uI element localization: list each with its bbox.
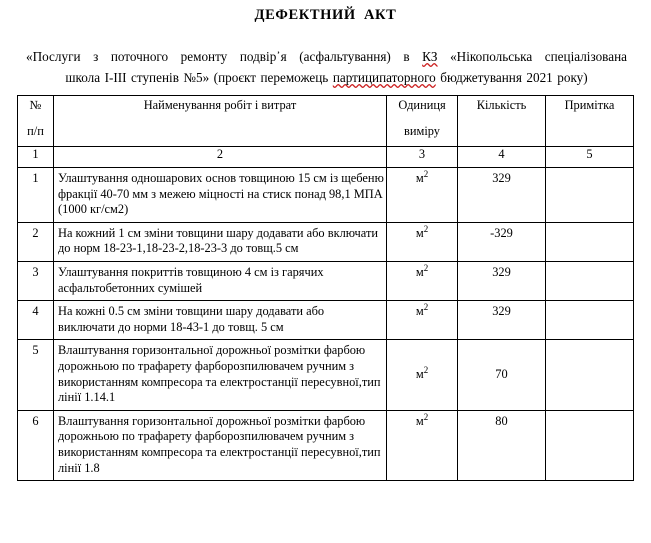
column-number-4: 4 bbox=[458, 147, 546, 168]
subtitle-line-2-head: школа I-III ступенів №5» (проєкт переможець bbox=[65, 70, 333, 85]
row-number: 6 bbox=[18, 410, 54, 480]
row-quantity: 329 bbox=[458, 261, 546, 300]
row-quantity: -329 bbox=[458, 222, 546, 261]
table-row bbox=[18, 301, 634, 340]
row-unit-base: м bbox=[415, 367, 424, 382]
row-unit-exponent: 2 bbox=[423, 223, 429, 234]
header-cell-number bbox=[18, 96, 54, 147]
row-description: Влаштування горизонтальної дорожньої розмітки фарбою дорожньою по трафарету фарборозпилювачем ручним з використанням компресора та електростанції пересувної,тип лінії 1.14.1 bbox=[54, 340, 387, 410]
row-unit-exponent: 2 bbox=[423, 262, 429, 273]
header-number-line1: № bbox=[29, 98, 42, 112]
column-number-5: 5 bbox=[546, 147, 634, 168]
defect-act-table-wrapper bbox=[17, 95, 633, 481]
subtitle-line-1 bbox=[26, 47, 627, 67]
row-note bbox=[546, 301, 634, 340]
page-title: ДЕФЕКТНИЙ АКТ bbox=[254, 7, 397, 23]
row-unit-base: м bbox=[415, 304, 424, 319]
row-description: Улаштування покриттів товщиною 4 см із гарячих асфальтобетонних сумішей bbox=[54, 261, 387, 300]
subtitle-line-2 bbox=[26, 68, 627, 88]
column-number-3: 3 bbox=[387, 147, 458, 168]
row-quantity: 329 bbox=[458, 168, 546, 223]
defect-act-table bbox=[17, 95, 634, 481]
row-unit-base: м bbox=[415, 413, 424, 428]
row-note bbox=[546, 410, 634, 480]
row-unit bbox=[387, 261, 458, 300]
table-row bbox=[18, 168, 634, 223]
header-cell-name: Найменування робіт і витрат bbox=[54, 96, 387, 147]
row-description: На кожні 0.5 см зміни товщини шару додавати або виключати до норми 18-43-1 до товщ. 5 см bbox=[54, 301, 387, 340]
row-description: Влаштування горизонтальної дорожньої розмітки фарбою дорожньою по трафарету фарборозпилювачем ручним з використанням компресора та електростанції пересувної,тип лінії 1.8 bbox=[54, 410, 387, 480]
row-description: Улаштування одношарових основ товщиною 15 см із щебеню фракції 40-70 мм з межею міцності на стиск понад 98,1 МПА (1000 кг/см2) bbox=[54, 168, 387, 223]
column-number-1: 1 bbox=[18, 147, 54, 168]
row-unit bbox=[387, 168, 458, 223]
row-unit-base: м bbox=[415, 225, 424, 240]
subtitle-participatory-misspelling: партиципаторного bbox=[332, 70, 436, 85]
row-number: 3 bbox=[18, 261, 54, 300]
row-unit bbox=[387, 222, 458, 261]
row-number: 1 bbox=[18, 168, 54, 223]
subtitle-line-2-tail: бюджетування 2021 року) bbox=[435, 70, 588, 85]
row-quantity: 70 bbox=[458, 340, 546, 410]
row-number: 5 bbox=[18, 340, 54, 410]
table-column-number-row bbox=[18, 147, 634, 168]
row-unit-exponent: 2 bbox=[423, 302, 429, 313]
table-row bbox=[18, 261, 634, 300]
row-note bbox=[546, 222, 634, 261]
row-unit-exponent: 2 bbox=[423, 168, 429, 179]
row-quantity: 329 bbox=[458, 301, 546, 340]
row-unit-exponent: 2 bbox=[423, 411, 429, 422]
row-number: 2 bbox=[18, 222, 54, 261]
row-unit bbox=[387, 410, 458, 480]
row-unit-base: м bbox=[415, 171, 424, 185]
header-cell-note: Примітка bbox=[546, 96, 634, 147]
document-subtitle bbox=[26, 47, 627, 88]
row-unit-exponent: 2 bbox=[423, 365, 429, 376]
row-note bbox=[546, 168, 634, 223]
header-unit-line2: виміру bbox=[404, 124, 440, 138]
subtitle-line-1-tail: «Нікопольська спеціалізована bbox=[437, 49, 627, 64]
row-unit-base: м bbox=[415, 264, 424, 279]
column-number-2: 2 bbox=[54, 147, 387, 168]
document-page bbox=[0, 7, 651, 543]
row-note bbox=[546, 340, 634, 410]
row-description: На кожний 1 см зміни товщини шару додавати або включати до норм 18-23-1,18-23-2,18-23-3 до товщ.5 см bbox=[54, 222, 387, 261]
header-cell-unit bbox=[387, 96, 458, 147]
row-quantity: 80 bbox=[458, 410, 546, 480]
header-cell-quantity: Кількість bbox=[458, 96, 546, 147]
row-note bbox=[546, 261, 634, 300]
row-unit bbox=[387, 301, 458, 340]
subtitle-kz-misspelling: КЗ bbox=[422, 49, 438, 64]
table-row bbox=[18, 222, 634, 261]
header-number-line2: п/п bbox=[27, 124, 44, 138]
row-number: 4 bbox=[18, 301, 54, 340]
header-unit-line1: Одиниця bbox=[398, 98, 446, 112]
subtitle-line-1-head: «Послуги з поточного ремонту подвір᾽я (асфальтування) в bbox=[26, 49, 423, 64]
table-row bbox=[18, 340, 634, 410]
table-header-row bbox=[18, 96, 634, 147]
row-unit bbox=[387, 340, 458, 410]
table-row bbox=[18, 410, 634, 480]
